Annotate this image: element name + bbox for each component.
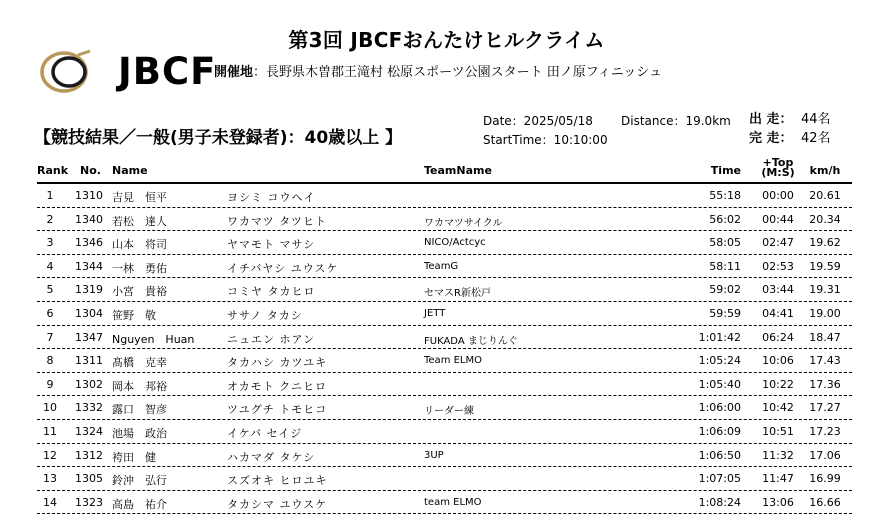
cell-top: 10:06 [762, 354, 794, 368]
cell-team: FUKADA まじりんぐ [424, 335, 518, 347]
cell-kmh: 17.36 [809, 377, 841, 391]
cell-kana: ニュエン ホアン [227, 332, 316, 346]
venue-value: ：長野県木曽郡王滝村 松原スポーツ公園スタート 田ノ原フィニッシュ [253, 65, 662, 80]
cell-kmh: 20.61 [809, 189, 841, 202]
cell-time: 1:07:05 [698, 472, 741, 486]
table-row [37, 396, 852, 420]
table-row [37, 349, 852, 373]
cell-time: 56:02 [709, 212, 741, 226]
jbcf-logo [38, 47, 217, 97]
page-title: 第3回 JBCFおんたけヒルクライム [288, 28, 605, 52]
cell-time: 59:59 [709, 306, 741, 320]
table-row [37, 302, 852, 326]
cell-kana: タカシマ ユウスケ [227, 497, 328, 511]
cell-no: 1323 [75, 495, 103, 509]
race-date: Date：2025/05/18 [483, 114, 593, 128]
cell-no: 1305 [75, 472, 103, 486]
category-heading: 【競技結果／一般(男子未登録者)：40歳以上 】 [34, 128, 403, 148]
cell-name: 袴田 健 [112, 450, 156, 464]
cell-kmh: 19.59 [809, 259, 841, 273]
cell-rank: 7 [46, 330, 54, 344]
cell-rank: 2 [46, 212, 54, 226]
cell-kmh: 17.27 [809, 401, 841, 415]
cell-no: 1319 [75, 283, 103, 297]
cell-kmh: 19.00 [809, 306, 841, 320]
cell-top: 13:06 [762, 495, 794, 509]
cell-kana: コミヤ タカヒロ [227, 285, 316, 299]
cell-kana: ワカマツ タツヒト [227, 214, 327, 228]
cell-no: 1346 [75, 236, 103, 250]
header-name: Name [112, 164, 148, 177]
race-start-time: StartTime：10:10:00 [483, 133, 608, 147]
table-row [37, 255, 852, 279]
cell-top: 02:53 [762, 259, 794, 273]
cell-kmh: 16.66 [809, 495, 841, 509]
race-distance: Distance：19.0km [621, 114, 731, 128]
cell-rank: 3 [46, 236, 54, 250]
header-top-line1: +Top [762, 156, 794, 169]
cell-rank: 9 [46, 377, 54, 391]
cell-no: 1332 [75, 401, 103, 415]
cell-no: 1340 [75, 212, 103, 226]
cell-rank: 1 [46, 189, 54, 202]
cell-time: 55:18 [709, 189, 741, 202]
table-row [37, 184, 852, 208]
cell-name: Nguyen Huan [112, 332, 195, 346]
cell-rank: 12 [43, 448, 57, 462]
cell-time: 59:02 [709, 283, 741, 297]
cell-team: JETT [424, 307, 446, 319]
table-row [37, 467, 852, 491]
cell-rank: 6 [46, 306, 54, 320]
cell-rank: 10 [43, 401, 57, 415]
cell-name: 若松 達人 [112, 214, 167, 228]
logo-ring-icon [38, 47, 114, 97]
cell-kmh: 18.47 [809, 330, 841, 344]
cell-kmh: 19.31 [809, 283, 841, 297]
cell-no: 1324 [75, 424, 103, 438]
logo-text: JBCF [118, 50, 217, 93]
table-row [37, 491, 852, 514]
header-top [753, 158, 803, 178]
cell-kana: スズオキ ヒロユキ [227, 474, 328, 488]
cell-name: 髙橋 克幸 [112, 356, 167, 370]
cell-top: 10:51 [762, 424, 794, 438]
table-row [37, 373, 852, 397]
cell-kana: ヤマモト マサシ [227, 238, 316, 252]
cell-time: 1:06:00 [698, 401, 741, 415]
cell-no: 1310 [75, 189, 103, 202]
header-top-line2: (M:S) [761, 166, 795, 179]
cell-top: 04:41 [762, 306, 794, 320]
cell-kana: ツユグチ トモヒコ [227, 403, 328, 417]
cell-top: 06:24 [762, 330, 794, 344]
table-body [37, 184, 852, 514]
header-time: Time [710, 164, 741, 177]
cell-top: 11:32 [762, 448, 794, 462]
cell-kmh: 16.99 [809, 472, 841, 486]
cell-kmh: 20.34 [809, 212, 841, 226]
cell-name: 高島 祐介 [112, 497, 167, 511]
cell-kmh: 19.62 [809, 236, 841, 250]
cell-rank: 5 [46, 283, 54, 297]
table-row [37, 420, 852, 444]
venue-label: 開催地 [214, 65, 254, 80]
cell-team: 3UP [424, 449, 444, 461]
cell-name: 鈴沖 弘行 [112, 474, 167, 488]
cell-no: 1311 [75, 354, 103, 368]
cell-kana: イチバヤシ ユウスケ [227, 261, 339, 275]
cell-kana: オカモト クニヒロ [227, 379, 327, 393]
cell-time: 1:05:40 [698, 377, 741, 391]
cell-team: team ELMO [424, 496, 482, 508]
starters-value: 44名 [801, 112, 831, 127]
cell-name: 露口 智彦 [112, 403, 167, 417]
table-row [37, 326, 852, 350]
cell-team: セマスR新松戸 [424, 288, 491, 300]
cell-no: 1347 [75, 330, 103, 344]
cell-kana: ハカマダ タケシ [227, 450, 316, 464]
cell-time: 1:06:50 [698, 448, 741, 462]
header-kmh: km/h [809, 164, 841, 177]
cell-kana: イケバ セイジ [227, 426, 303, 440]
cell-kmh: 17.43 [809, 354, 841, 368]
cell-time: 58:11 [709, 259, 741, 273]
finishers-label: 完 走： [749, 131, 793, 146]
cell-name: 笹野 敬 [112, 308, 156, 322]
cell-rank: 4 [46, 259, 54, 273]
table-row [37, 444, 852, 468]
cell-team: Team ELMO [424, 355, 482, 367]
header-no: No. [80, 164, 101, 177]
cell-top: 02:47 [762, 236, 794, 250]
table-header [37, 158, 852, 184]
cell-name: 山本 将司 [112, 238, 167, 252]
starters-label: 出 走： [749, 112, 793, 127]
cell-top: 10:42 [762, 401, 794, 415]
finishers-value: 42名 [801, 131, 831, 146]
cell-top: 00:00 [762, 189, 794, 202]
cell-no: 1302 [75, 377, 103, 391]
header-team: TeamName [424, 164, 492, 177]
cell-no: 1312 [75, 448, 103, 462]
cell-kana: ヨシミ コウヘイ [227, 191, 316, 204]
table-row [37, 278, 852, 302]
cell-team: TeamG [424, 260, 459, 272]
cell-name: 小宮 貴裕 [112, 285, 167, 299]
cell-team: リーダー練 [424, 406, 474, 418]
cell-team: NICO/Actcyc [424, 237, 486, 249]
cell-time: 1:01:42 [698, 330, 741, 344]
cell-kana: ササノ タカシ [227, 308, 303, 322]
cell-top: 11:47 [762, 472, 794, 486]
cell-name: 岡本 邦裕 [112, 379, 167, 393]
cell-kana: タカハシ カツユキ [227, 356, 328, 370]
cell-rank: 11 [43, 424, 57, 438]
cell-time: 58:05 [709, 236, 741, 250]
cell-time: 1:05:24 [698, 354, 741, 368]
cell-name: 吉見 恒平 [112, 191, 167, 204]
cell-time: 1:06:09 [698, 424, 741, 438]
cell-rank: 8 [46, 354, 54, 368]
cell-top: 10:22 [762, 377, 794, 391]
cell-top: 03:44 [762, 283, 794, 297]
cell-name: 一林 勇佑 [112, 261, 167, 275]
results-table [37, 158, 852, 514]
cell-kmh: 17.06 [809, 448, 841, 462]
cell-team: ワカマツサイクル [424, 217, 503, 229]
cell-rank: 14 [43, 495, 57, 509]
cell-kmh: 17.23 [809, 424, 841, 438]
cell-no: 1304 [75, 306, 103, 320]
cell-rank: 13 [43, 472, 57, 486]
cell-name: 池場 政治 [112, 426, 167, 440]
cell-no: 1344 [75, 259, 103, 273]
cell-time: 1:08:24 [698, 495, 741, 509]
table-row [37, 208, 852, 232]
header-rank: Rank [37, 164, 69, 177]
venue [214, 63, 662, 83]
table-row [37, 231, 852, 255]
cell-top: 00:44 [762, 212, 794, 226]
